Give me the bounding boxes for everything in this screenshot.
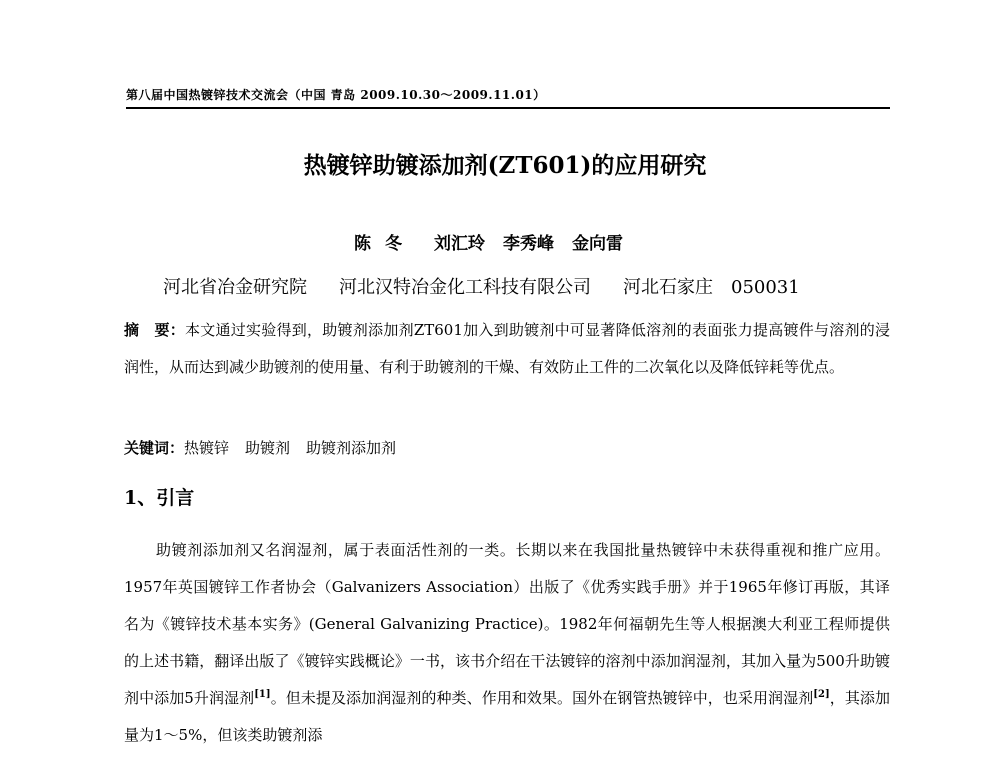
body-text-part: 。但未提及添加润湿剂的种类、作用和效果。国外在钢管热镀锌中，也采用润湿剂: [270, 689, 814, 707]
citation-ref[interactable]: [1]: [254, 689, 271, 700]
author-name: 刘汇玲: [434, 234, 485, 254]
author-name: 金向雷: [572, 234, 623, 254]
header-divider: [126, 107, 890, 109]
affiliation-company: 河北汉特冶金化工科技有限公司: [339, 277, 591, 298]
affiliation-line: [163, 273, 800, 299]
citation-ref[interactable]: [2]: [813, 689, 830, 700]
affiliation-location: 河北石家庄 050031: [623, 277, 800, 298]
keywords-label: 关键词：: [124, 439, 185, 457]
affiliation-institute: 河北省冶金研究院: [163, 277, 307, 298]
body-text-part: 助镀剂添加剂又名润湿剂，属于表面活性剂的一类。长期以来在我国批量热镀锌中未获得重视和推广应用。1957年英国镀锌工作者协会（Galvanizers Association）出版了《优秀实践手册》并于1965年修订再版，其译名为《镀锌技术基本实务》(General Galvanizing Practice)。1982年何福朝先生等人根据澳大利亚工程师提供的上述书籍，翻译出版了《镀锌实践概论》一书，该书介绍在干法镀锌的溶剂中添加润湿剂，其加入量为500升助镀剂中添加5升润湿剂: [124, 541, 890, 707]
conference-header: 第八届中国热镀锌技术交流会（中国 青岛 2009.10.30～2009.11.01）: [126, 88, 546, 102]
section-heading: 1、引言: [124, 487, 195, 509]
keyword: 助镀剂: [245, 439, 291, 457]
keyword: 助镀剂添加剂: [306, 439, 397, 457]
body-text-part: ，其添加量为1～5%，但该类助镀剂添: [124, 689, 890, 744]
author-list: [354, 229, 623, 254]
body-paragraph: [124, 532, 890, 754]
paper-title: 热镀锌助镀添加剂(ZT601)的应用研究: [303, 152, 707, 179]
keyword: 热镀锌: [184, 439, 230, 457]
author-name: 李秀峰: [503, 234, 554, 254]
author-name: 陈冬: [354, 234, 416, 254]
abstract-label: 摘 要：: [124, 321, 186, 339]
abstract: [124, 312, 890, 386]
keywords: [124, 437, 412, 458]
abstract-text: 本文通过实验得到，助镀剂添加剂ZT601加入到助镀剂中可显著降低溶剂的表面张力提高镀件与溶剂的浸润性，从而达到减少助镀剂的使用量、有利于助镀剂的干燥、有效防止工件的二次氧化以及降低锌耗等优点。: [124, 321, 890, 376]
